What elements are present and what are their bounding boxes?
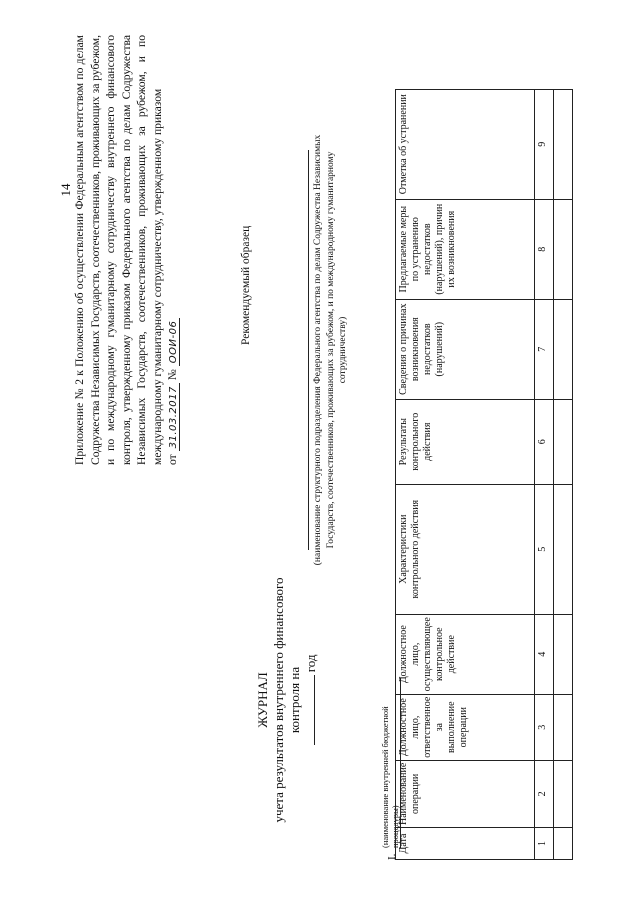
year-suffix: год — [303, 654, 318, 673]
journal-title: ЖУРНАЛ — [255, 672, 270, 728]
journal-table — [395, 89, 573, 860]
col-number: 8 — [535, 199, 554, 299]
col-number: 5 — [535, 484, 554, 614]
appendix-block — [72, 35, 182, 465]
empty-cell — [554, 199, 573, 299]
col-responsible-header: Должностное лицо, ответственное за выполнение операции — [396, 694, 535, 760]
number-row — [535, 89, 554, 859]
page-number: 14 — [58, 183, 73, 197]
col-number: 6 — [535, 399, 554, 484]
journal-subtitle: учета результатов внутреннего финансового контроля на — [271, 577, 302, 823]
year-blank — [314, 676, 315, 746]
section-number: I. — [386, 853, 398, 860]
col-number: 7 — [535, 299, 554, 399]
from-label: от — [166, 454, 179, 465]
col-number: 9 — [535, 89, 554, 199]
rotated-page — [50, 35, 590, 870]
empty-cell — [554, 694, 573, 760]
col-date-header: Дата — [396, 828, 535, 860]
header-row — [396, 89, 535, 859]
empty-cell — [554, 89, 573, 199]
empty-cell — [554, 484, 573, 614]
unit-caption: (наименование структурного подразделения Федерального агентства по делам Содружества Независимых Государств, соотечественников, проживающих за рубежом, и по международному гуманитарному сотрудничеству) — [313, 134, 348, 566]
unit-fill-line — [308, 150, 309, 550]
col-number: 3 — [535, 694, 554, 760]
col-characteristics-header: Характеристики контрольного действия — [396, 484, 535, 614]
empty-row — [554, 89, 573, 859]
col-elimination-header: Отметка об устранении — [396, 89, 535, 199]
order-line — [165, 35, 182, 465]
recommended-sample: Рекомендуемый образец — [240, 225, 252, 345]
journal-year-row — [303, 570, 319, 830]
appendix-text: Приложение № 2 к Положению об осуществлении Федеральным агентством по делам Содружества Независимых Государств, соотечественников, проживающих за рубежом, и по международному гуманитарному сотрудничеству внутреннего финансового контроля, утвержденному приказом Федерального агентства по делам Содружества Независимых Государств, соотечественников, проживающих за рубежом, и по международному гуманитарному сотрудничеству, утвержденному приказом — [73, 35, 164, 465]
order-date: 31.03.2017 — [168, 383, 180, 451]
col-controller-header: Должностное лицо, осуществляющее контрольное действие — [396, 614, 535, 694]
col-operation-header: Наименование операции — [396, 760, 535, 827]
col-results-header: Результаты контрольного действия — [396, 399, 535, 484]
procedure-caption: (наименование внутренней бюджетной процедуры) — [380, 678, 401, 848]
col-number: 2 — [535, 760, 554, 827]
empty-cell — [554, 828, 573, 860]
empty-cell — [554, 614, 573, 694]
order-number: ООИ-06 — [168, 318, 180, 367]
empty-cell — [554, 399, 573, 484]
empty-cell — [554, 760, 573, 827]
empty-cell — [554, 299, 573, 399]
col-number: 1 — [535, 828, 554, 860]
col-causes-header: Сведения о причинах возникновения недостатков (нарушений) — [396, 299, 535, 399]
col-number: 4 — [535, 614, 554, 694]
number-label: № — [166, 369, 179, 381]
journal-title-block — [255, 570, 319, 830]
col-measures-header: Предлагаемые меры по устранению недостатков (нарушений), причин их возникновения — [396, 199, 535, 299]
